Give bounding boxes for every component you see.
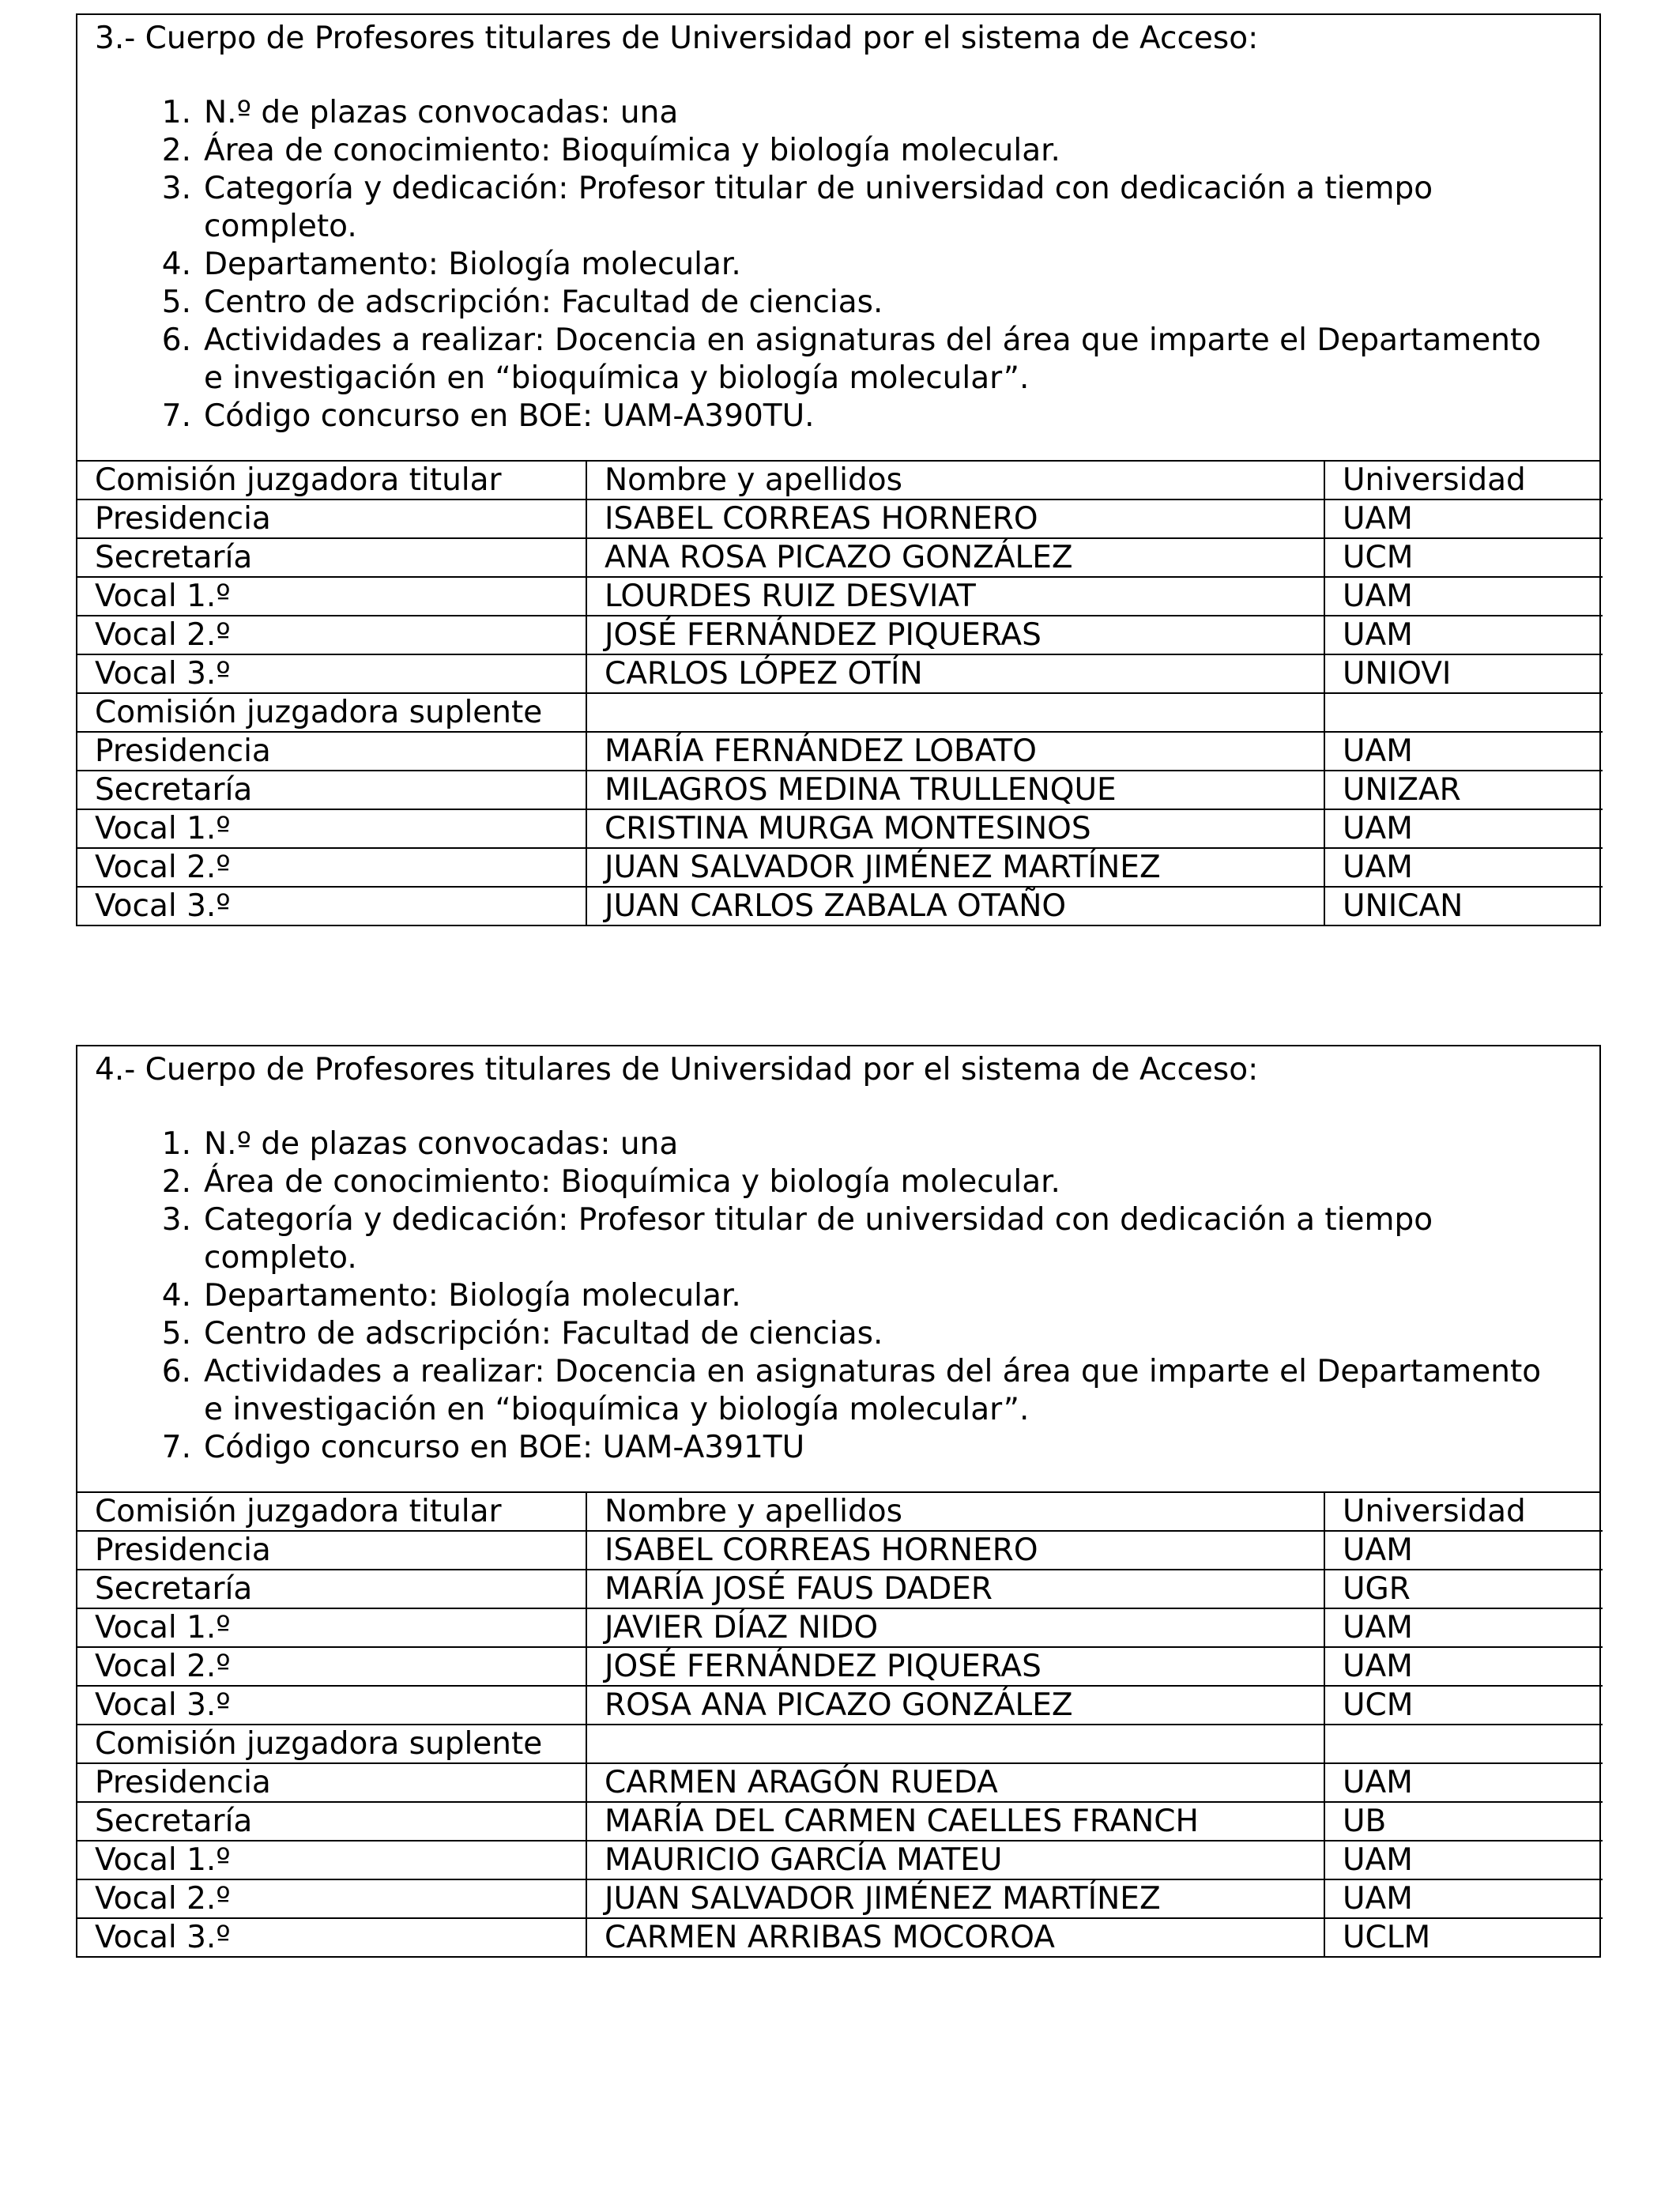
- list-item: [95, 1429, 1555, 1467]
- table-cell: UAM: [1324, 1531, 1603, 1570]
- list-item-text: Código concurso en BOE: UAM-A391TU: [204, 1430, 805, 1465]
- list-item-number: 5.: [161, 1316, 191, 1351]
- list-item: [95, 1353, 1555, 1429]
- table-header-row: [77, 462, 1603, 499]
- list-item-text: Departamento: Biología molecular.: [204, 247, 741, 282]
- list-item-number: 4.: [161, 247, 191, 282]
- table-row: [77, 1608, 1603, 1647]
- table-cell: MARÍA DEL CARMEN CAELLES FRANCH: [586, 1802, 1324, 1841]
- list-item-text: Centro de adscripción: Facultad de ciencias.: [204, 1316, 883, 1351]
- table-cell: Vocal 2.º: [77, 1879, 586, 1918]
- table-cell: LOURDES RUIZ DESVIAT: [586, 577, 1324, 616]
- table-row: [77, 1531, 1603, 1570]
- list-item-number: 7.: [161, 1430, 191, 1465]
- list-item: [95, 1125, 1555, 1163]
- list-item: [95, 1201, 1555, 1277]
- list-item-number: 5.: [161, 285, 191, 320]
- convocatoria-title: 3.- Cuerpo de Profesores titulares de Universidad por el sistema de Acceso:: [95, 21, 1259, 56]
- list-item-number: 1.: [161, 1126, 191, 1162]
- column-header: Comisión juzgadora titular: [77, 462, 586, 499]
- table-row: [77, 616, 1603, 654]
- table-cell: UAM: [1324, 732, 1603, 771]
- table-cell: ISABEL CORREAS HORNERO: [586, 1531, 1324, 1570]
- table-cell: UAM: [1324, 1879, 1603, 1918]
- table-cell: Presidencia: [77, 1531, 586, 1570]
- list-item-number: 2.: [161, 1164, 191, 1200]
- table-cell: MARÍA JOSÉ FAUS DADER: [586, 1570, 1324, 1608]
- table-cell: Secretaría: [77, 538, 586, 577]
- table-cell: CRISTINA MURGA MONTESINOS: [586, 809, 1324, 848]
- table-row: [77, 848, 1603, 887]
- table-cell: Presidencia: [77, 1763, 586, 1802]
- list-item: [95, 1315, 1555, 1353]
- requirements-list: [95, 1125, 1599, 1467]
- table-cell: CARMEN ARRIBAS MOCOROA: [586, 1918, 1324, 1956]
- table-cell: Vocal 2.º: [77, 1647, 586, 1686]
- table-row: [77, 1763, 1603, 1802]
- table-cell: UAM: [1324, 499, 1603, 538]
- list-item: [95, 94, 1555, 132]
- convocatoria-header: [77, 15, 1599, 462]
- list-item-number: 4.: [161, 1278, 191, 1314]
- table-cell: Vocal 1.º: [77, 809, 586, 848]
- table-row: [77, 1802, 1603, 1841]
- list-item-number: 6.: [161, 322, 191, 358]
- table-cell: Secretaría: [77, 771, 586, 809]
- list-item: [95, 1277, 1555, 1315]
- list-item: [95, 1163, 1555, 1201]
- table-cell: ISABEL CORREAS HORNERO: [586, 499, 1324, 538]
- table-cell: Presidencia: [77, 732, 586, 771]
- table-cell: UAM: [1324, 616, 1603, 654]
- list-item-text: Categoría y dedicación: Profesor titular de universidad con dedicación a tiempo completo.: [204, 1202, 1433, 1276]
- table-cell: UAM: [1324, 1841, 1603, 1879]
- table-cell: UCLM: [1343, 1920, 1431, 1955]
- list-item-text: Centro de adscripción: Facultad de ciencias.: [204, 285, 883, 320]
- table-cell: UAM: [1324, 1763, 1603, 1802]
- table-cell: JUAN SALVADOR JIMÉNEZ MARTÍNEZ: [586, 1879, 1324, 1918]
- table-row: [77, 1725, 1603, 1763]
- table-cell: Vocal 1.º: [77, 1608, 586, 1647]
- table-cell: UB: [1324, 1802, 1603, 1841]
- list-item-text: Categoría y dedicación: Profesor titular de universidad con dedicación a tiempo completo.: [204, 171, 1433, 244]
- table-cell: UNIOVI: [1324, 654, 1603, 693]
- table-cell: JOSÉ FERNÁNDEZ PIQUERAS: [586, 1647, 1324, 1686]
- table-row: [77, 887, 1603, 925]
- convocatoria-title: 4.- Cuerpo de Profesores titulares de Universidad por el sistema de Acceso:: [95, 1052, 1259, 1088]
- list-item: [95, 284, 1555, 322]
- table-cell: JAVIER DÍAZ NIDO: [586, 1608, 1324, 1647]
- table-cell: UAM: [1324, 1647, 1603, 1686]
- list-item: [95, 398, 1555, 435]
- table-cell: UCM: [1324, 1686, 1603, 1725]
- table-cell: CARLOS LÓPEZ OTÍN: [586, 654, 1324, 693]
- table-cell: Vocal 3.º: [77, 1918, 586, 1956]
- list-item: [95, 246, 1555, 284]
- table-cell: JUAN CARLOS ZABALA OTAÑO: [586, 887, 1324, 925]
- table-cell: UGR: [1324, 1570, 1603, 1608]
- table-row: [77, 577, 1603, 616]
- table-row: [77, 1918, 1603, 1956]
- list-item: [95, 170, 1555, 246]
- table-row: [77, 693, 1603, 732]
- table-row: [77, 1686, 1603, 1725]
- table-row: [77, 1570, 1603, 1608]
- table-cell: UNICAN: [1343, 888, 1463, 924]
- table-cell: Vocal 2.º: [77, 616, 586, 654]
- table-cell: Vocal 3.º: [77, 654, 586, 693]
- list-item-text: Área de conocimiento: Bioquímica y biología molecular.: [204, 1164, 1060, 1200]
- list-item-text: Actividades a realizar: Docencia en asignaturas del área que imparte el Departamento e investigación en “bioquímica y biología molecular”.: [204, 1354, 1542, 1427]
- table-cell: MILAGROS MEDINA TRULLENQUE: [586, 771, 1324, 809]
- column-header: Comisión juzgadora titular: [77, 1493, 586, 1531]
- table-cell: Comisión juzgadora suplente: [77, 1725, 586, 1763]
- list-item-number: 2.: [161, 133, 191, 168]
- table-cell: Vocal 1.º: [77, 1841, 586, 1879]
- list-item-text: Departamento: Biología molecular.: [204, 1278, 741, 1314]
- table-cell: MAURICIO GARCÍA MATEU: [586, 1841, 1324, 1879]
- table-cell: [1324, 1725, 1603, 1763]
- table-cell: Vocal 2.º: [77, 848, 586, 887]
- commission-table: [77, 462, 1603, 925]
- list-item-text: Código concurso en BOE: UAM-A390TU.: [204, 398, 815, 434]
- column-header: Universidad: [1324, 462, 1603, 499]
- table-cell: Comisión juzgadora suplente: [77, 693, 586, 732]
- table-cell: Vocal 1.º: [77, 577, 586, 616]
- table-row: [77, 499, 1603, 538]
- list-item-text: Área de conocimiento: Bioquímica y biología molecular.: [204, 133, 1060, 168]
- table-cell: ANA ROSA PICAZO GONZÁLEZ: [586, 538, 1324, 577]
- table-cell: JUAN SALVADOR JIMÉNEZ MARTÍNEZ: [586, 848, 1324, 887]
- column-header: Universidad: [1324, 1493, 1603, 1531]
- table-row: [77, 1841, 1603, 1879]
- table-cell: [586, 1725, 1324, 1763]
- convocatoria-header: [77, 1046, 1599, 1493]
- convocatoria-block: [76, 1045, 1601, 1958]
- table-cell: MARÍA FERNÁNDEZ LOBATO: [586, 732, 1324, 771]
- table-cell: Secretaría: [77, 1802, 586, 1841]
- list-item-text: N.º de plazas convocadas: una: [204, 1126, 679, 1162]
- table-cell: UCM: [1324, 538, 1603, 577]
- table-cell: CARMEN ARAGÓN RUEDA: [586, 1763, 1324, 1802]
- table-cell: Secretaría: [77, 1570, 586, 1608]
- table-row: [77, 809, 1603, 848]
- table-row: [77, 654, 1603, 693]
- table-cell: [1324, 693, 1603, 732]
- table-cell: UNIZAR: [1324, 771, 1603, 809]
- table-row: [77, 771, 1603, 809]
- table-row: [77, 1879, 1603, 1918]
- convocatoria-block: [76, 13, 1601, 926]
- requirements-list: [95, 94, 1599, 435]
- list-item: [95, 322, 1555, 398]
- list-item-text: N.º de plazas convocadas: una: [204, 95, 679, 130]
- table-row: [77, 1647, 1603, 1686]
- table-cell: UAM: [1324, 577, 1603, 616]
- list-item-number: 7.: [161, 398, 191, 434]
- table-cell: Vocal 3.º: [77, 1686, 586, 1725]
- column-header: Nombre y apellidos: [586, 1493, 1324, 1531]
- list-item-number: 6.: [161, 1354, 191, 1389]
- list-item-number: 3.: [161, 171, 191, 206]
- table-cell: UAM: [1324, 848, 1603, 887]
- list-item-number: 1.: [161, 95, 191, 130]
- list-item-text: Actividades a realizar: Docencia en asignaturas del área que imparte el Departamento e investigación en “bioquímica y biología molecular”.: [204, 322, 1542, 396]
- table-cell: UAM: [1324, 1608, 1603, 1647]
- column-header: Nombre y apellidos: [586, 462, 1324, 499]
- table-row: [77, 538, 1603, 577]
- table-row: [77, 732, 1603, 771]
- table-header-row: [77, 1493, 1603, 1531]
- list-item-number: 3.: [161, 1202, 191, 1238]
- commission-table: [77, 1493, 1603, 1956]
- table-cell: ROSA ANA PICAZO GONZÁLEZ: [586, 1686, 1324, 1725]
- table-cell: Presidencia: [77, 499, 586, 538]
- table-cell: JOSÉ FERNÁNDEZ PIQUERAS: [586, 616, 1324, 654]
- table-cell: Vocal 3.º: [77, 887, 586, 925]
- list-item: [95, 132, 1555, 170]
- table-cell: [586, 693, 1324, 732]
- table-cell: UAM: [1324, 809, 1603, 848]
